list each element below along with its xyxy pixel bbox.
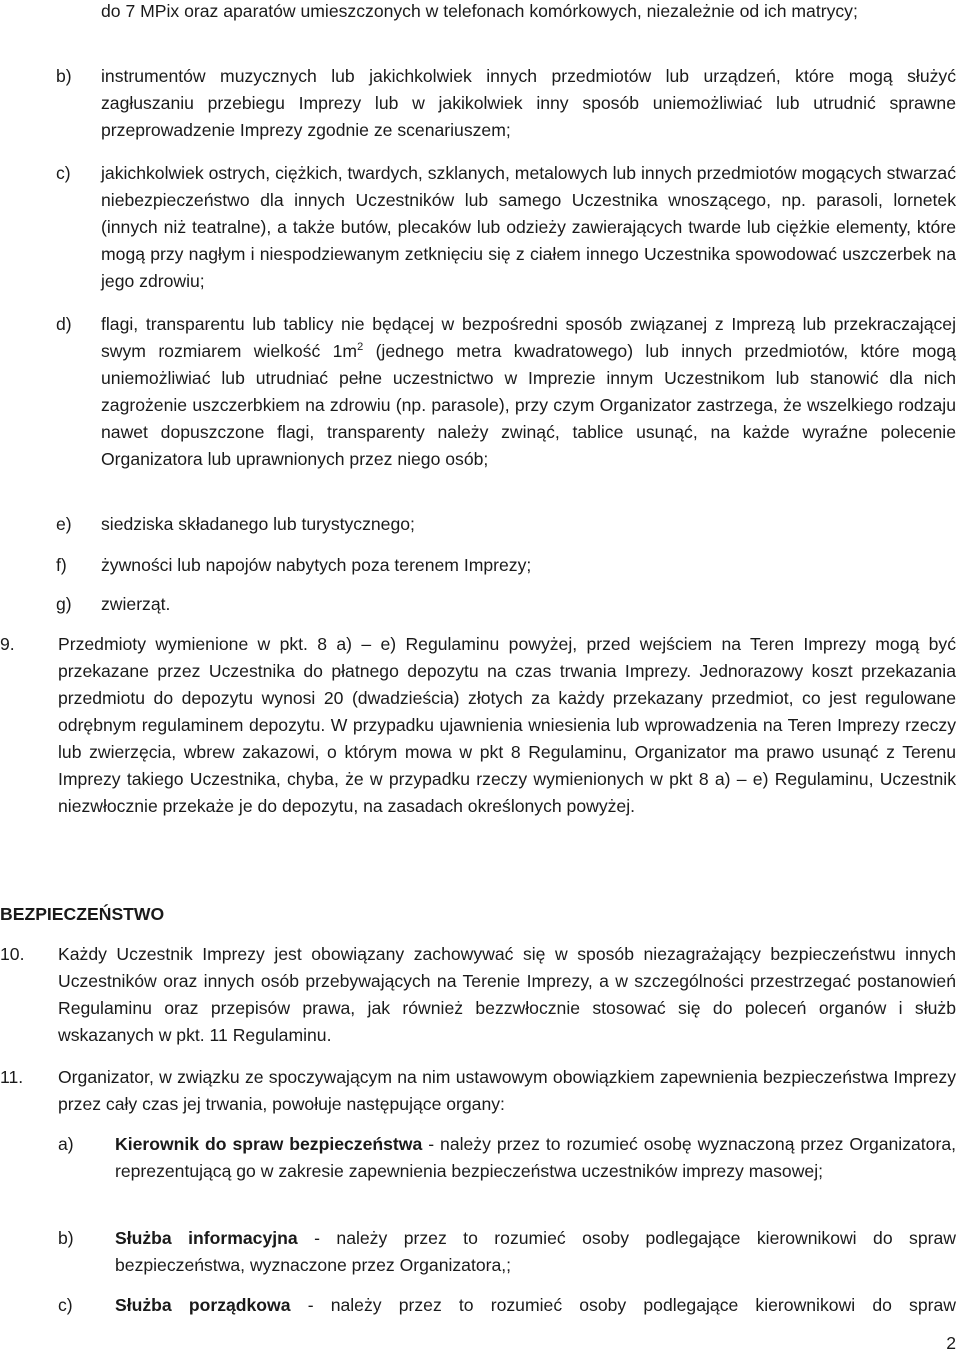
list-item-8f: żywności lub napojów nabytych poza terenem Imprezy; xyxy=(101,555,532,575)
section-heading: BEZPIECZEŃSTWO xyxy=(0,904,165,924)
list-item-8b: instrumentów muzycznych lub jakichkolwiek innych przedmiotów lub urządzeń, które mogą służyć zagłuszaniu przebiegu Imprezy lub w jakikolwiek inny sposób uniemożliwiać lub utrudnić sprawne przeprowadzenie Imprezy zgodnie ze scenariuszem; xyxy=(101,66,956,140)
term-definition: - należy przez to rozumieć osoby podlegające kierownikowi do spraw xyxy=(290,1295,956,1315)
point-9-text: Przedmioty wymienione w pkt. 8 a) – e) Regulaminu powyżej, przed wejściem na Teren Imprezy mogą być przekazane przez Uczestnika do płatnego depozytu na czas trwania Imprezy. Jednorazowy koszt przekazania przedmiotu do depozytu wynosi 20 (dwadzieścia) złotych za każdy przekazany przedmiot, co jest regulowane odrębnym regulaminem depozytu. W przypadku ujawnienia wniesienia lub wprowadzenia na Teren Imprezy rzeczy lub zwierzęcia, wbrew zakazowi, o którym mowa w pkt 8 Regulaminu, Organizator ma prawo usunąć z Terenu Imprezy takiego Uczestnika, chyba, że w przypadku rzeczy wymienionych w pkt 8 a) – e) Regulaminu, Uczestnik niezwłocznie przekaże je do depozytu, na zasadach określonych powyżej. xyxy=(58,634,956,816)
point-11-text: Organizator, w związku ze spoczywającym na nim ustawowym obowiązkiem zapewnienia bezpieczeństwa Imprezy przez cały czas jej trwania, powołuje następujące organy: xyxy=(58,1067,956,1114)
list-item-8e: siedziska składanego lub turystycznego; xyxy=(101,514,415,534)
point-number: 10. xyxy=(0,944,25,964)
list-item-8g: zwierząt. xyxy=(101,594,171,614)
list-label: c) xyxy=(56,163,71,183)
item-8d-superscript: 2 xyxy=(357,341,364,354)
list-label: b) xyxy=(56,66,72,86)
list-label: a) xyxy=(58,1134,74,1154)
term-bold: Służba porządkowa xyxy=(115,1295,291,1315)
list-label: d) xyxy=(56,314,72,334)
list-label: e) xyxy=(56,514,72,534)
term-bold: Kierownik do spraw bezpieczeństwa xyxy=(115,1134,423,1154)
item-8a-continuation: do 7 MPix oraz aparatów umieszczonych w telefonach komórkowych, niezależnie od ich matrycy; xyxy=(101,1,858,21)
point-number: 11. xyxy=(0,1067,24,1087)
list-item-11b xyxy=(115,1225,956,1279)
list-label: b) xyxy=(58,1228,74,1248)
list-item-11a xyxy=(115,1131,956,1185)
term-bold: Służba informacyjna xyxy=(115,1228,298,1248)
item-8d-text-after: (jednego metra kwadratowego) lub innych przedmiotów, które mogą uniemożliwiać lub utrudniać pełne uczestnictwo w Imprezie innym Uczestnikom lub stanowić dla nich zagrożenie uszczerbkiem na zdrowiu (np. parasole), przy czym Organizator zastrzega, że wszelkiego rodzaju nawet dopuszczone flagi, transparenty należy zwinąć, tablice usunąć, na każde wyraźne polecenie Organizatora lub uprawnionych przez niego osób; xyxy=(101,341,956,469)
list-item-8d xyxy=(101,311,956,473)
page-number: 2 xyxy=(946,1333,956,1353)
list-item-11c xyxy=(115,1292,956,1319)
item-8d-text-before: flagi, transparentu lub tablicy nie będącej w bezpośredni sposób związanej z Imprezą lub przekraczającej swym rozmiarem wielkość 1m xyxy=(101,314,956,361)
list-label: g) xyxy=(56,594,72,614)
term-definition: - należy przez to rozumieć osobę wyznaczoną przez Organizatora, reprezentującą go w zakresie zapewnienia bezpieczeństwa uczestników imprezy masowej; xyxy=(115,1134,956,1181)
term-definition: - należy przez to rozumieć osoby podlegające kierownikowi do spraw bezpieczeństwa, wyznaczone przez Organizatora,; xyxy=(115,1228,956,1275)
point-number: 9. xyxy=(0,634,15,654)
list-label: c) xyxy=(58,1295,73,1315)
point-10-text: Każdy Uczestnik Imprezy jest obowiązany zachowywać się w sposób niezagrażający bezpieczeństwu innych Uczestników oraz innych osób przebywających na Terenie Imprezy, a w szczególności przestrzegać postanowień Regulaminu oraz przepisów prawa, jak również bezzwłocznie stosować się do poleceń organów i służb wskazanych w pkt. 11 Regulaminu. xyxy=(58,944,956,1045)
list-label: f) xyxy=(56,555,67,575)
list-item-8c: jakichkolwiek ostrych, ciężkich, twardych, szklanych, metalowych lub innych przedmiotów mogących stwarzać niebezpieczeństwo dla innych Uczestników lub samego Uczestnika wnoszącego, np. parasoli, lornetek (innych niż teatralne), a także butów, plecaków lub odzieży zawierających twarde lub ciężkie elementy, które mogą przy nagłym i niespodziewanym zetknięciu się z ciałem innego Uczestnika spowodować uszczerbek na jego zdrowiu; xyxy=(101,163,956,291)
